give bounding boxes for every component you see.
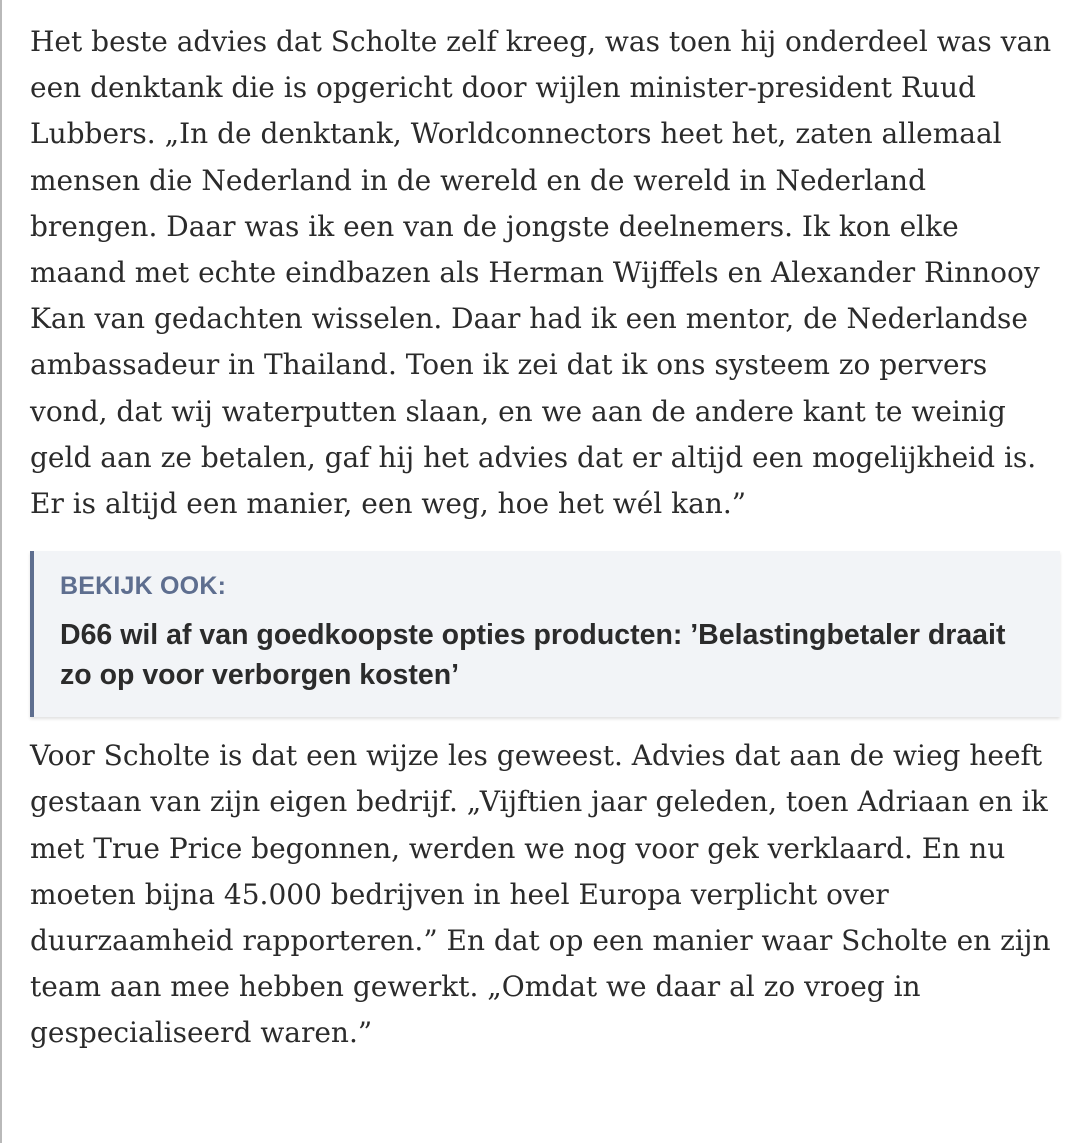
related-article-box[interactable] — [30, 551, 1060, 717]
left-border-rule — [0, 0, 2, 1143]
related-article-link[interactable]: D66 wil af van goedkoopste opties producten: ’Belastingbetaler draait zo op voor verborgen kosten’ — [60, 619, 1006, 692]
article-body — [30, 0, 1060, 1057]
article-paragraph-2: Voor Scholte is dat een wijze les geweest. Advies dat aan de wieg heeft gestaan van zijn eigen bedrijf. „Vijftien jaar geleden, toen Adriaan en ik met True Price begonnen, werden we nog voor gek verklaard. En nu moeten bijna 45.000 bedrijven in heel Europa verplicht over duurzaamheid rapporteren.” En dat op een manier waar Scholte en zijn team aan mee hebben gewerkt. „Omdat we daar al zo vroeg in gespecialiseerd waren.” — [30, 739, 1051, 1050]
related-article-label: BEKIJK OOK: — [60, 572, 227, 601]
article-paragraph-1: Het beste advies dat Scholte zelf kreeg, was toen hij onderdeel was van een denktank die is opgericht door wijlen minister-president Ruud Lubbers. „In de denktank, Worldconnectors heet het, zaten allemaal mensen die Nederland in de wereld en de wereld in Nederland brengen. Daar was ik een van de jongste deelnemers. Ik kon elke maand met echte eindbazen als Herman Wijffels en Alexander Rinnooy Kan van gedachten wisselen. Daar had ik een mentor, de Nederlandse ambassadeur in Thailand. Toen ik zei dat ik ons systeem zo pervers vond, dat wij waterputten slaan, en we aan de andere kant te weinig geld aan ze betalen, gaf hij het advies dat er altijd een mogelijkheid is. Er is altijd een manier, een weg, hoe het wél kan.” — [30, 25, 1052, 521]
